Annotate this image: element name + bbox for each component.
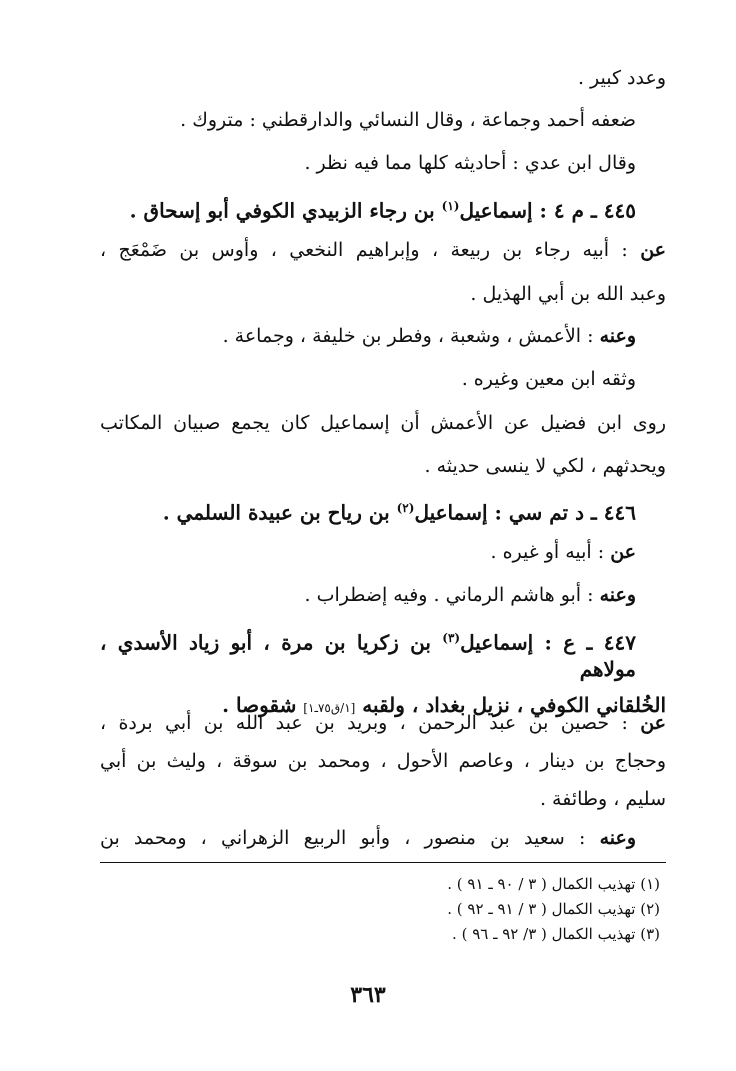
footnotes [100,872,666,947]
by-label: وعنه [599,827,636,849]
entry-heading-text: ٤٤٧ ـ ع : إسماعيل [460,630,636,655]
from-text: : أبيه أو غيره . [490,541,611,563]
footnote-2: (٢) تهذيب الكمال ( ٣ / ٩١ ـ ٩٢ ) . [447,900,660,918]
text-line [100,237,666,263]
text-line: ضعفه أحمد وجماعة ، وقال النسائي والدارقطني : متروك . [180,109,636,131]
entry-heading-text: الخُلقاني الكوفي ، نزيل بغداد ، ولقبه [355,692,666,717]
by-text: : الأعمش ، وشعبة ، وفطر بن خليفة ، وجماعة . [222,325,600,347]
from-label: عن [610,541,636,563]
entry-447-by [100,825,666,851]
entry-heading-text: بن رياح بن عبيدة السلمي . [162,500,397,525]
footnote-1: (١) تهذيب الكمال ( ٣ / ٩٠ ـ ٩١ ) . [447,875,660,893]
by-text: : أبو هاشم الرماني . وفيه إضطراب . [304,584,600,606]
entry-445-by [223,323,666,349]
page-number: ٣٦٣ [350,982,386,1008]
text-line: سليم ، وطائفة . [539,788,666,810]
entry-447-from [100,710,666,812]
entry-heading-text: ٤٤٥ ـ م ٤ : إسماعيل [459,198,636,223]
text-line [100,625,666,682]
entry-heading-text: شقوصا . [222,692,304,717]
entry-445-story [100,410,666,479]
text-line [100,710,666,736]
entry-heading-text: ٤٤٦ ـ د تم سي : إسماعيل [414,500,636,525]
footnote-divider [100,862,666,863]
footnote-3: (٣) تهذيب الكمال ( ٣/ ٩٢ ـ ٩٦ ) . [452,925,660,943]
entry-446-from [491,539,667,565]
by-label: وعنه [599,325,636,347]
text-line: وقال ابن عدي : أحاديثه كلها مما فيه نظر . [304,152,636,174]
footnote-marker: (٢) [396,501,415,515]
manuscript-reference: [١/ق٧٥ـ١] [303,700,356,715]
footnote-marker: (١) [441,199,460,213]
entry-446-heading [163,495,666,526]
entry-heading-text: بن زكريا بن مرة ، أبو زياد الأسدي ، مولاهم [100,630,636,681]
from-label: عن [640,239,666,261]
entry-heading-text: بن رجاء الزبيدي الكوفي أبو إسحاق . [129,198,442,223]
text-line: وثقه ابن معين وغيره . [461,368,636,390]
entry-445-heading [130,193,666,224]
entry-445-from [100,237,666,307]
text-line: روى ابن فضيل عن الأعمش أن إسماعيل كان يجمع صبيان المكاتب [100,412,666,434]
from-text: : أبيه رجاء بن ربيعة ، وإبراهيم النخعي ، وأوس بن ضَمْعَج ، [100,239,641,261]
text-line: وعبد الله بن أبي الهذيل . [470,283,666,305]
from-label: عن [640,712,666,734]
by-text: : سعيد بن منصور ، وأبو الربيع الزهراني ، ومحمد بن [100,827,600,849]
text-line: وحجاج بن دينار ، وعاصم الأحول ، ومحمد بن سوقة ، وليث بن أبي [100,750,666,772]
footnote-marker: (٣) [442,631,461,645]
by-label: وعنه [599,584,636,606]
text-line: ويحدثهم ، لكي لا ينسى حديثه . [424,455,666,477]
entry-447-heading [100,625,666,721]
from-text: : حصين بن عبد الرحمن ، وبريد بن عبد الله بن أبي بردة ، [100,712,641,734]
entry-446-by [305,582,666,608]
text-line: وعدد كبير . [577,67,666,89]
